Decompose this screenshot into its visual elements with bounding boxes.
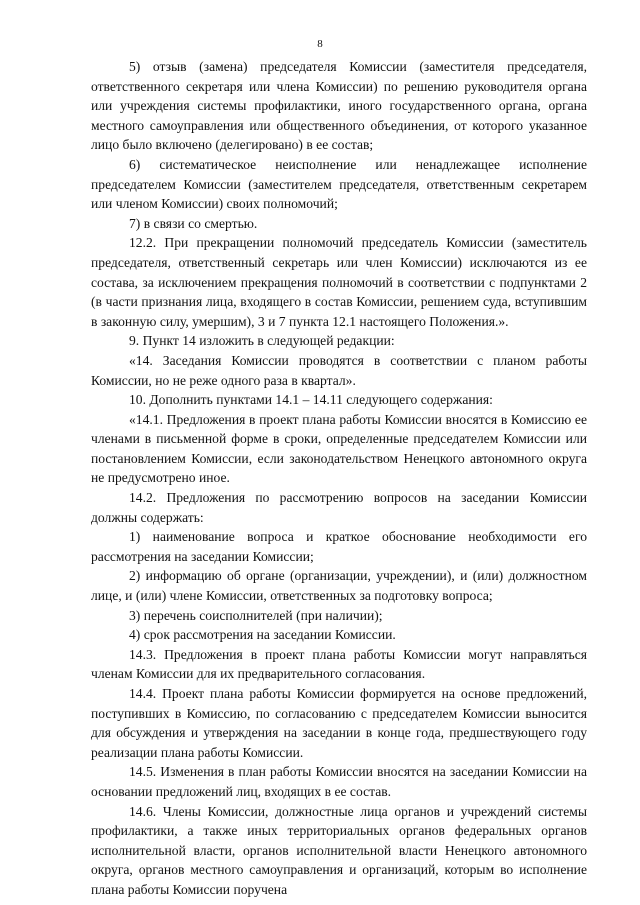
paragraph: 10. Дополнить пунктами 14.1 – 14.11 следующего содержания: — [129, 392, 493, 408]
paragraph: 12.2. При прекращении полномочий председатель Комиссии (заместитель председателя, ответственный секретарь или член Комиссии) исключаются из ее состава, за исключением прекращения полномочий в соответствии с подпунктами 2 (в части признания лица, входящего в состав Комиссии, решением суда, вступившим в законную силу, умершим), 3 и 7 пункта 12.1 настоящего Положения.». — [91, 235, 587, 329]
document-body — [91, 57, 587, 900]
paragraph: 7) в связи со смертью. — [129, 215, 258, 231]
paragraph: 1) наименование вопроса и краткое обоснование необходимости его рассмотрения на заседании Комиссии; — [91, 529, 587, 564]
paragraph: 3) перечень соисполнителей (при наличии); — [129, 607, 383, 623]
paragraph: 14.4. Проект плана работы Комиссии формируется на основе предложений, поступивших в Комиссию, по согласованию с председателем Комиссии выносится для обсуждения и утверждения на заседании в конце года, предшествующего году реализации плана работы Комиссии. — [91, 686, 587, 760]
paragraph: 14.5. Изменения в план работы Комиссии вносятся на заседании Комиссии на основании предложений лиц, входящих в ее состав. — [91, 764, 587, 799]
paragraph: 14.3. Предложения в проект плана работы Комиссии могут направляться членам Комиссии для их предварительного согласования. — [91, 646, 587, 682]
paragraph: «14.1. Предложения в проект плана работы Комиссии вносятся в Комиссию ее членами в письменной форме в сроки, определенные председателем Комиссии или постановлением Комиссии, если законодательством Ненецкого автономного округа не предусмотрено иное. — [91, 411, 587, 486]
paragraph: 2) информацию об органе (организации, учреждении), и (или) должностном лице, и (или) члене Комиссии, ответственных за подготовку вопроса; — [91, 568, 587, 604]
paragraph: 14.6. Члены Комиссии, должностные лица органов и учреждений системы профилактики, а также иных территориальных органов федеральных органов исполнительной власти, органов исполнительной власти Ненецкого автономного округа, органов местного самоуправления и организаций, которым во исполнение плана работы Комиссии поручена — [91, 803, 587, 897]
paragraph: 5) отзыв (замена) председателя Комиссии (заместителя председателя, ответственного секретаря или члена Комиссии) по решению руководителя органа или учреждения системы профилактики, иного государственного органа, органа местного самоуправления или общественного объединения, от которого указанное лицо было включено (делегировано) в ее состав; — [91, 59, 587, 153]
paragraph: 4) срок рассмотрения на заседании Комиссии. — [129, 627, 396, 643]
paragraph: 6) систематическое неисполнение или ненадлежащее исполнение председателем Комиссии (заместителем председателя, ответственным секретарем или членом Комиссии) своих полномочий; — [91, 156, 587, 212]
paragraph: 9. Пункт 14 изложить в следующей редакции: — [129, 333, 395, 349]
page-number: 8 — [317, 38, 323, 50]
paragraph: «14. Заседания Комиссии проводятся в соответствии с планом работы Комиссии, но не реже одного раза в квартал». — [91, 352, 587, 388]
paragraph: 14.2. Предложения по рассмотрению вопросов на заседании Комиссии должны содержать: — [91, 490, 587, 525]
